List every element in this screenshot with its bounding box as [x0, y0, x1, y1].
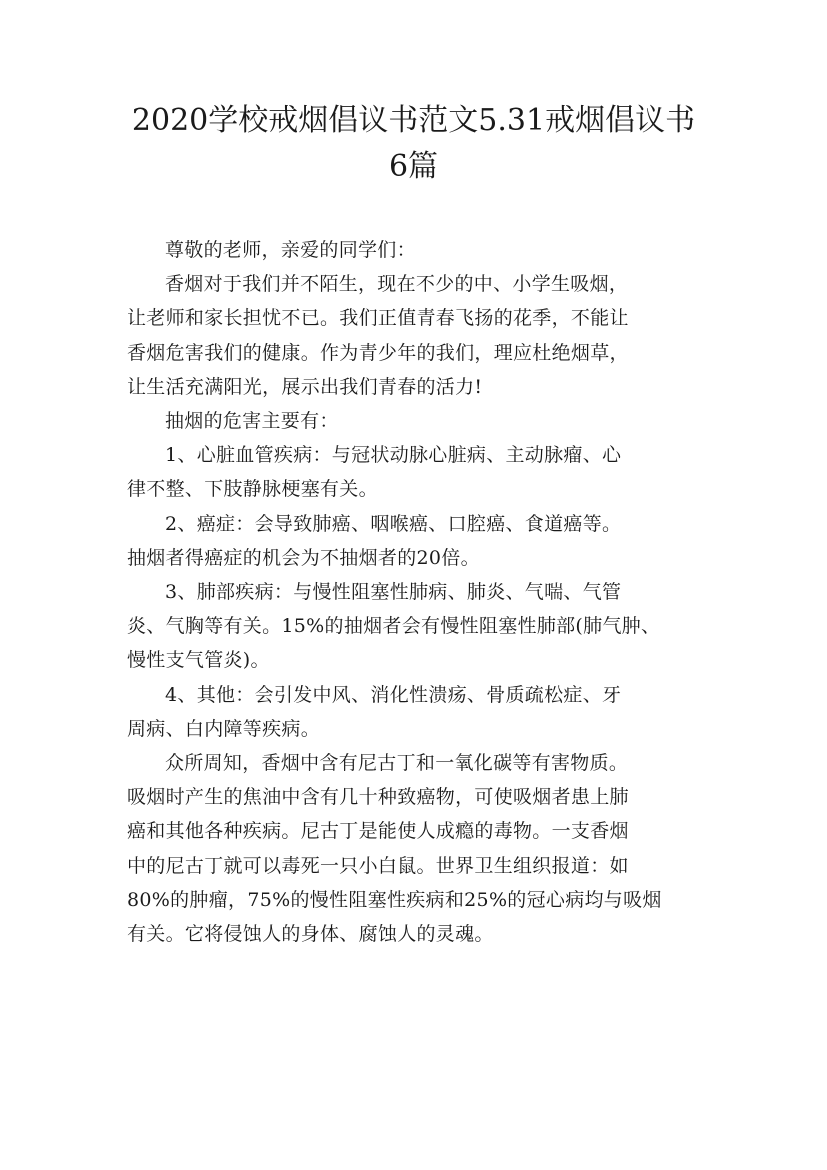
- harm-item-cancer: 2、癌症：会导致肺癌、咽喉癌、口腔癌、食道癌等。 抽烟者得癌症的机会为不抽烟者的20倍。: [127, 512, 622, 569]
- facts-paragraph: 众所周知，香烟中含有尼古丁和一氧化碳等有害物质。 吸烟时产生的焦油中含有几十种致癌物，可使吸烟者患上肺 癌和其他各种疾病。尼古丁是能使人成瘾的毒物。一支香烟 中的尼古丁就可以毒死一只小白鼠。世界卫生组织报道：如 80%的肿瘤，75%的慢性阻塞性疾病和25%的冠心病均与吸烟 有关。它将侵蚀人的身体、腐蚀人的灵魂。: [127, 752, 662, 946]
- document-title-line2: 6篇: [388, 149, 439, 184]
- harm-item-cardiovascular: 1、心脏血管疾病：与冠状动脉心脏病、主动脉瘤、心 律不整、下肢静脉梗塞有关。: [127, 444, 622, 501]
- document-title: [100, 98, 727, 190]
- salutation-paragraph: 尊敬的老师，亲爱的同学们：: [165, 239, 416, 261]
- intro-paragraph: 香烟对于我们并不陌生，现在不少的中、小学生吸烟， 让老师和家长担忧不已。我们正值青春飞扬的花季，不能让 香烟危害我们的健康。作为青少年的我们，理应杜绝烟草， 让生活充满阳光，展示出我们青春的活力!: [127, 273, 629, 398]
- document-title-line1: 2020学校戒烟倡议书范文5.31戒烟倡议书: [131, 103, 696, 138]
- harm-item-lung: 3、肺部疾病：与慢性阻塞性肺病、肺炎、气喘、气管 炎、气胸等有关。15%的抽烟者会有慢性阻塞性肺部(肺气肿、 慢性支气管炎)。: [127, 581, 661, 672]
- harm-item-other: 4、其他：会引发中风、消化性溃疡、骨质疏松症、牙 周病、白内障等疾病。: [127, 683, 622, 740]
- document-body: [127, 233, 702, 951]
- harms-heading-paragraph: 抽烟的危害主要有：: [165, 410, 339, 433]
